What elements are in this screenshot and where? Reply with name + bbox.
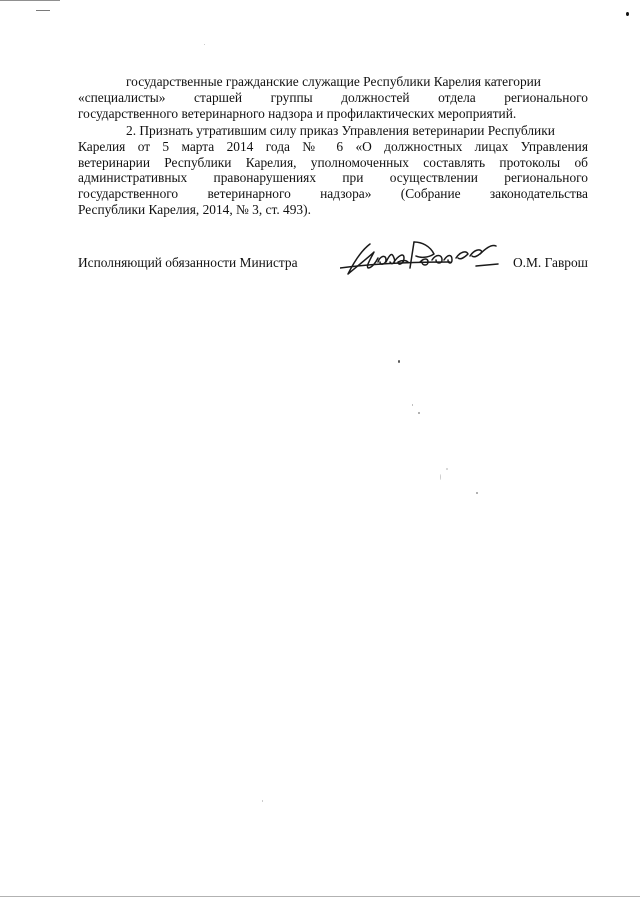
paragraph-1-line: «специалисты» старшей группы должностей отдела регионального: [78, 89, 588, 105]
scan-speck: [204, 44, 205, 45]
scan-speck: [476, 492, 478, 494]
paragraph-2-line: 2. Признать утратившим силу приказ Управления ветеринарии Республики: [126, 123, 555, 138]
scan-edge-artifact: [36, 10, 50, 11]
signature-row: [78, 255, 588, 275]
paragraph-2: [78, 123, 588, 218]
signer-title: Исполняющий обязанности Министра: [78, 255, 298, 270]
paragraph-2-line: государственного ветеринарного надзора» (Собрание законодательства: [78, 186, 588, 202]
scan-edge-artifact: [0, 896, 640, 897]
paragraph-1-line: государственные гражданские служащие Республики Карелия категории: [126, 74, 541, 89]
scan-speck: [398, 360, 400, 363]
paragraph-2-line: Республики Карелия, 2014, № 3, ст. 493).: [78, 201, 311, 217]
paragraph-2-line: административных правонарушениях при осуществлении регионального: [78, 170, 588, 186]
paragraph-1-line: государственного ветеринарного надзора и профилактических мероприятий.: [78, 105, 517, 121]
scan-speck: [262, 800, 263, 802]
scan-speck: [418, 412, 420, 414]
paragraph-1: [78, 74, 588, 121]
scan-edge-artifact: [0, 0, 60, 1]
paragraph-2-line: ветеринарии Республики Карелия, уполномоченных составлять протоколы об: [78, 154, 588, 170]
handwritten-signature-icon: [340, 232, 510, 280]
scan-speck: [412, 404, 413, 406]
paragraph-2-line: Карелия от 5 марта 2014 года № 6 «О должностных лицах Управления: [78, 138, 588, 154]
scan-speck: [446, 468, 448, 470]
signer-name: О.М. Гаврош: [513, 255, 588, 270]
scan-speck: [440, 474, 441, 480]
scan-speck: [626, 12, 629, 16]
